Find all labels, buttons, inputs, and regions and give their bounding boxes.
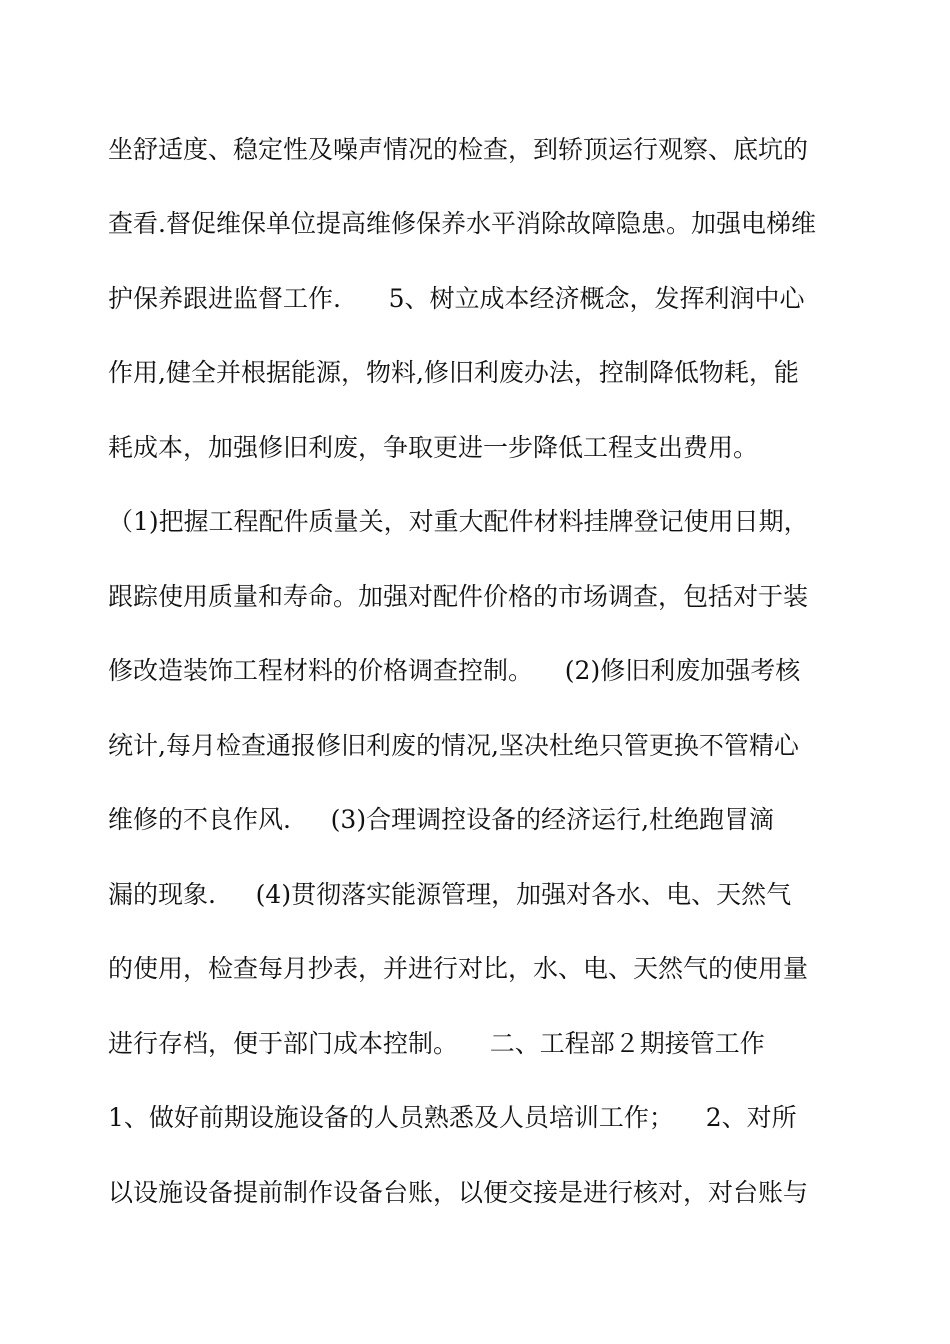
text-line-1: 坐舒适度、稳定性及噪声情况的检查，到轿顶运行观察、底坑的: [108, 135, 809, 164]
text-line-10: 维修的不良作风. (3)合理调控设备的经济运行,杜绝跑冒滴: [108, 805, 775, 834]
text-line-9: 统计,每月检查通报修旧利废的情况,坚决杜绝只管更换不管精心: [108, 731, 799, 760]
text-line-13: 进行存档，便于部门成本控制。 二、工程部２期接管工作: [108, 1029, 765, 1058]
text-line-14: 1、做好前期设施设备的人员熟悉及人员培训工作； 2、对所: [108, 1103, 797, 1132]
text-line-8: 修改造装饰工程材料的价格调查控制。 (2)修旧利废加强考核: [108, 656, 801, 685]
text-line-6: （1)把握工程配件质量关，对重大配件材料挂牌登记使用日期，: [108, 507, 809, 536]
text-line-15: 以设施设备提前制作设备台账，以便交接是进行核对，对台账与: [108, 1178, 809, 1207]
text-line-3: 护保养跟进监督工作. 5、树立成本经济概念，发挥利润中心: [108, 284, 805, 313]
text-line-7: 跟踪使用质量和寿命。加强对配件价格的市场调查，包括对于装: [108, 582, 809, 611]
text-line-5: 耗成本，加强修旧利废，争取更进一步降低工程支出费用。: [108, 433, 759, 462]
text-line-11: 漏的现象. (4)贯彻落实能源管理，加强对各水、电、天然气: [108, 880, 792, 909]
text-line-4: 作用,健全并根据能源，物料,修旧利废办法，控制降低物耗，能: [108, 358, 799, 387]
text-line-2: 查看.督促维保单位提高维修保养水平消除故障隐患。加强电梯维: [108, 209, 816, 238]
text-line-12: 的使用，检查每月抄表，并进行对比，水、电、天然气的使用量: [108, 954, 809, 983]
